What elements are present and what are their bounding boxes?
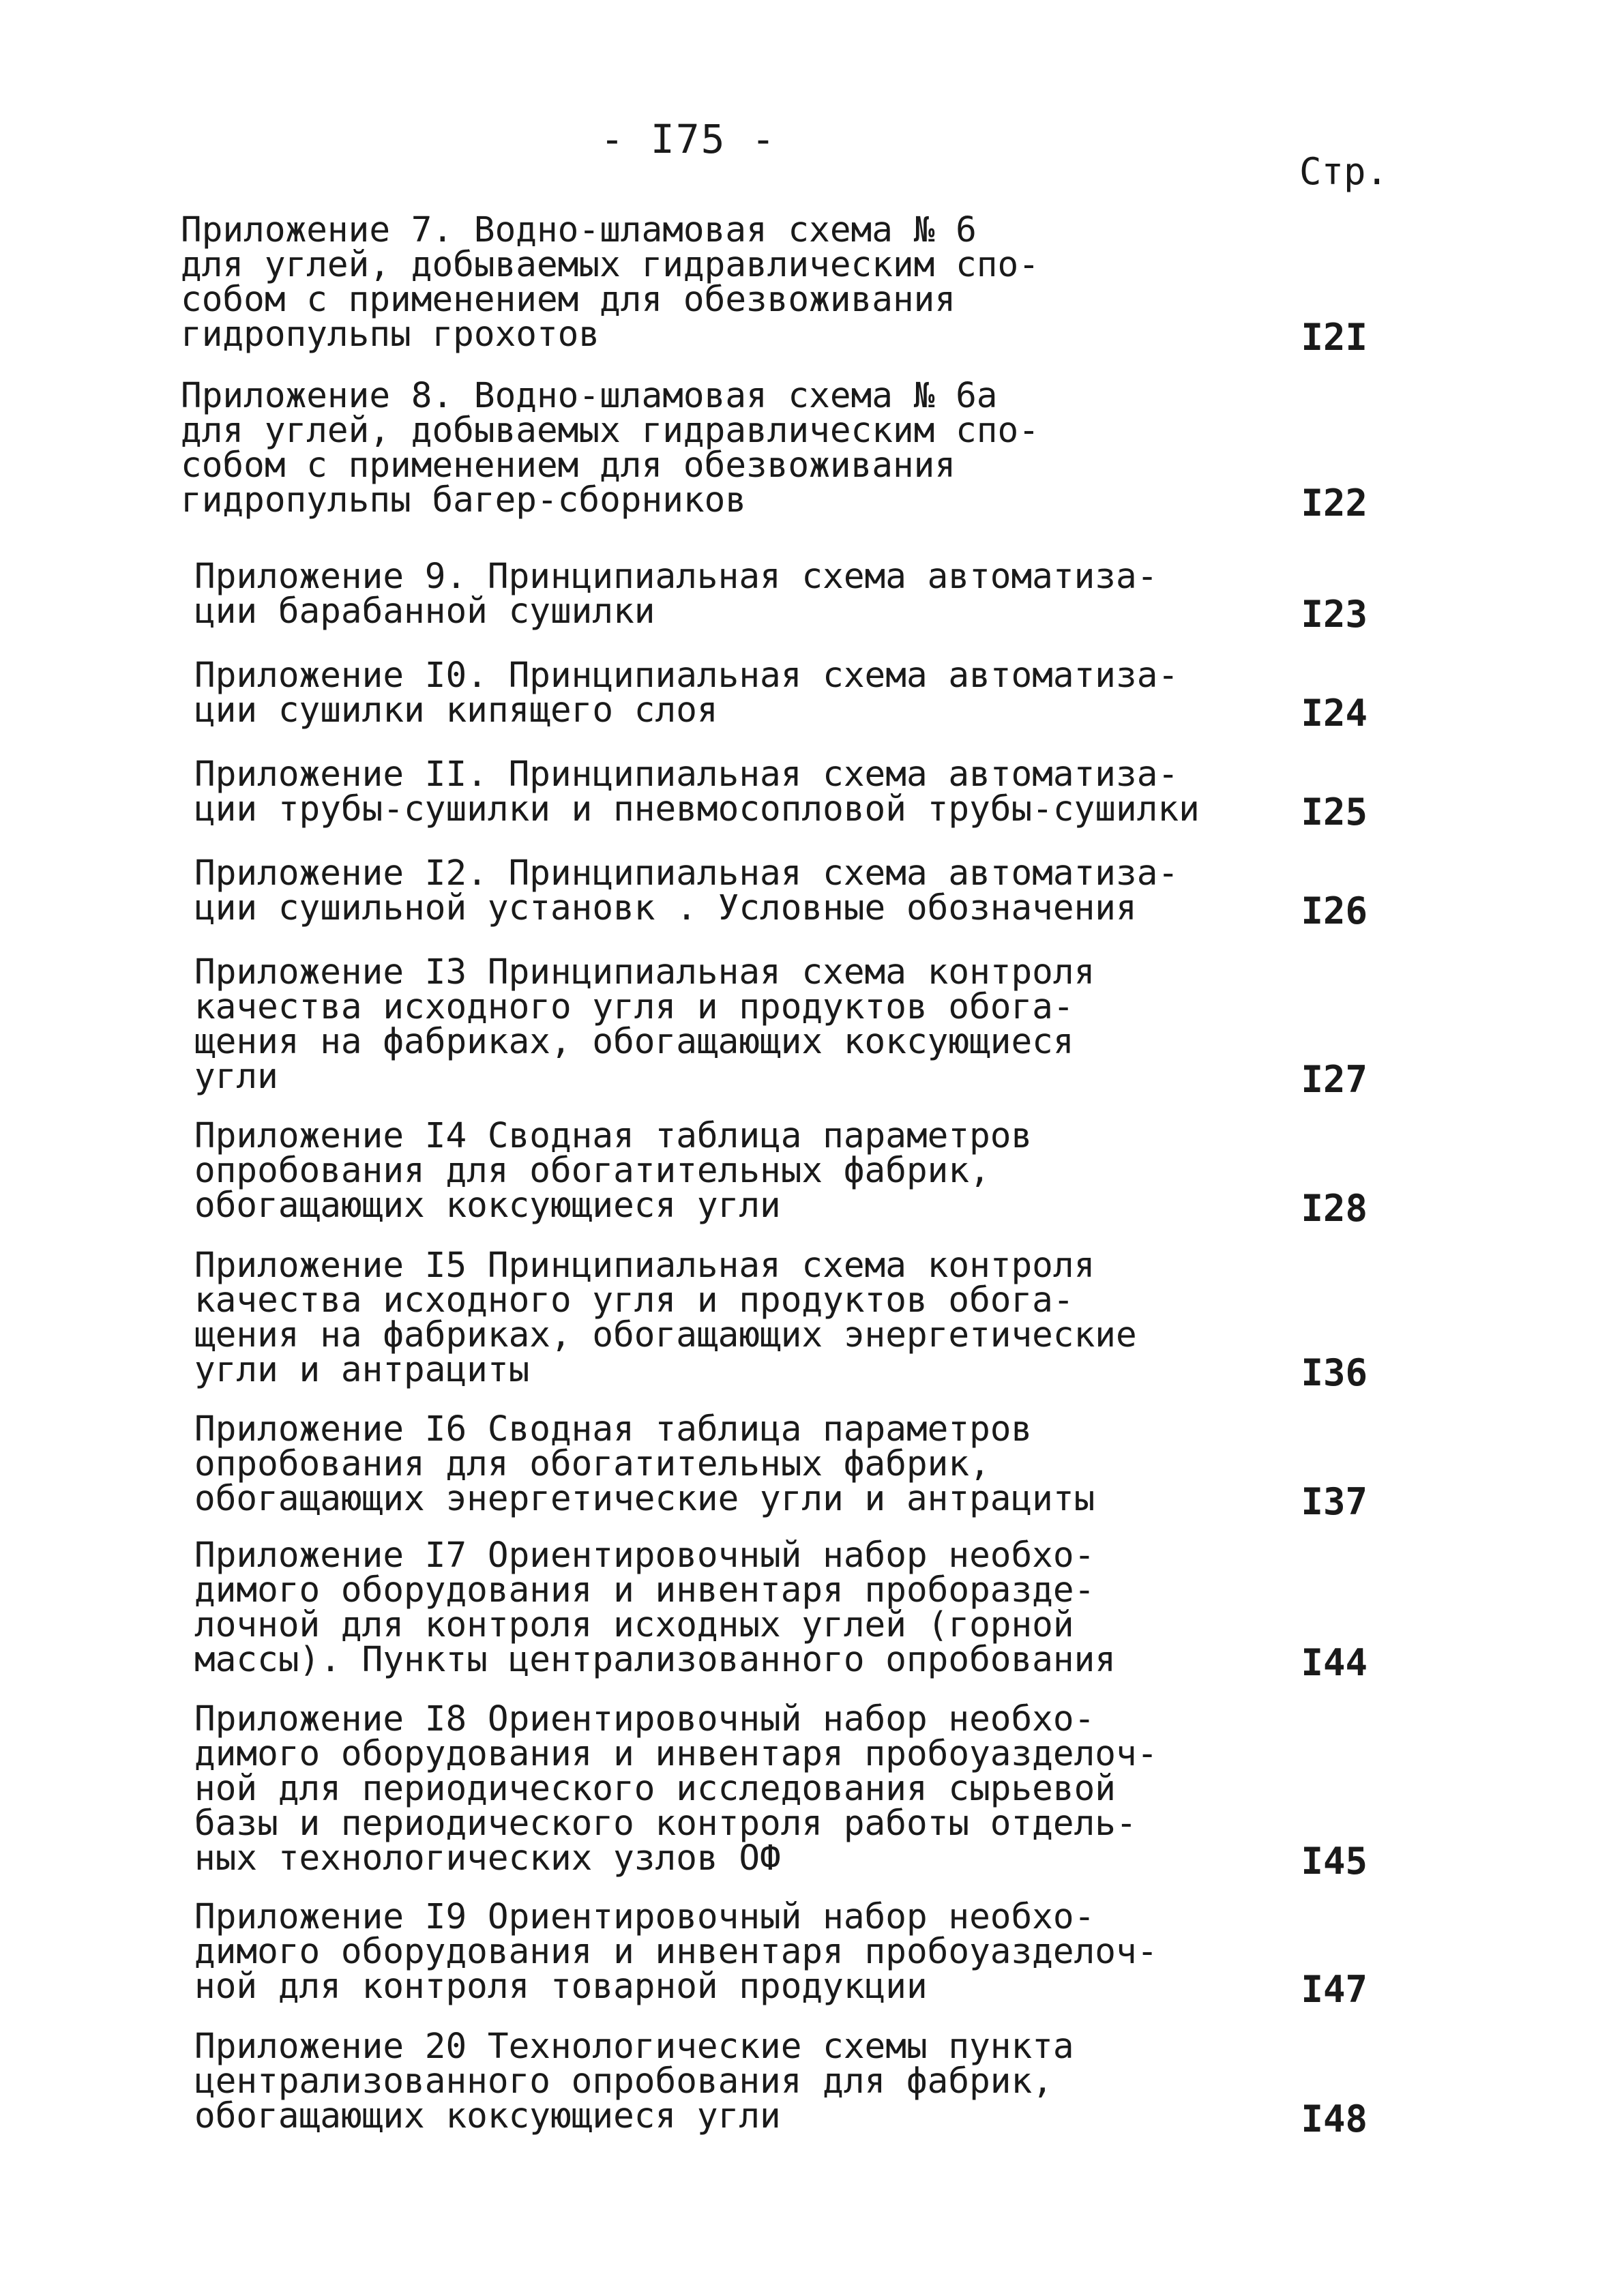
toc-entry — [181, 210, 1599, 359]
toc-entry — [194, 1246, 1611, 1394]
toc-entry-page: I45 — [1301, 1840, 1368, 1883]
toc-entry-title: Приложение 9. Принципиальная схема автоматиза- ции барабанной сушилки — [194, 557, 1158, 632]
toc-entry — [194, 853, 1611, 932]
toc-entry-page: I25 — [1301, 791, 1368, 834]
toc-entry-page: I2I — [1301, 316, 1368, 359]
toc-entry-title: Приложение 7. Водно-шламовая схема № 6 для углей, добываемых гидравлическим спо- собом с применением для обезвоживания гидропульпы грохотов — [181, 210, 1039, 355]
toc-entry — [194, 2027, 1611, 2140]
toc-entry-title: Приложение I7 Ориентировочный набор необхо- димого оборудования и инвентаря проборазде- лочной для контроля исходных углей (горной массы). Пункты централизованного опробования — [194, 1535, 1117, 1680]
toc-entry-page: I47 — [1301, 1968, 1368, 2011]
toc-entry — [194, 557, 1611, 636]
toc-entry — [194, 1409, 1611, 1523]
toc-entry — [194, 1535, 1611, 1684]
toc-entry-title: Приложение I8 Ориентировочный набор необхо- димого оборудования и инвентаря пробоуазделоч- ной для периодического исследования сырьевой базы и периодического контроля работы отдель- ных технологических узлов ОФ — [194, 1699, 1158, 1879]
toc-entry-title: Приложение II. Принципиальная схема автоматиза- ции трубы-сушилки и пневмосопловой трубы-сушилки — [194, 754, 1200, 829]
toc-entry — [194, 1699, 1611, 1883]
toc-entry — [194, 754, 1611, 834]
toc-entry-page: I48 — [1301, 2098, 1368, 2140]
toc-entry-page: I22 — [1301, 482, 1368, 525]
toc-entry-title: Приложение I3 Принципиальная схема контроля качества исходного угля и продуктов обога- щения на фабриках, обогащающих коксующиеся угли — [194, 952, 1095, 1097]
page-column-header: Стр. — [1299, 150, 1389, 193]
toc-entry-page: I37 — [1301, 1480, 1368, 1523]
toc-entry-title: Приложение I6 Сводная таблица параметров опробования для обогатительных фабрик, обогащающих энергетические угли и антрациты — [194, 1409, 1095, 1519]
page-number: - I75 - — [600, 116, 777, 162]
toc-entry-page: I24 — [1301, 692, 1368, 735]
toc-entry — [194, 952, 1611, 1101]
toc-entry — [194, 1897, 1611, 2011]
toc-entry — [194, 1116, 1611, 1230]
toc-entry-page: I36 — [1301, 1351, 1368, 1394]
toc-entry-page: I44 — [1301, 1641, 1368, 1684]
toc-entry-title: Приложение 8. Водно-шламовая схема № 6а для углей, добываемых гидравлическим спо- собом с применением для обезвоживания гидропульпы багер-сборников — [181, 376, 1039, 520]
toc-entry-title: Приложение I0. Принципиальная схема автоматиза- ции сушилки кипящего слоя — [194, 656, 1179, 731]
toc-entry-page: I28 — [1301, 1187, 1368, 1230]
toc-entry-title: Приложение I9 Ориентировочный набор необхо- димого оборудования и инвентаря пробоуазделоч- ной для контроля товарной продукции — [194, 1897, 1158, 2007]
toc-entry — [181, 376, 1599, 525]
toc-entry-title: Приложение I5 Принципиальная схема контроля качества исходного угля и продуктов обога- щения на фабриках, обогащающих энергетические угли и антрациты — [194, 1246, 1137, 1390]
toc-entry-title: Приложение 20 Технологические схемы пункта централизованного опробования для фабрик, обогащающих коксующиеся угли — [194, 2027, 1074, 2136]
toc-entry-title: Приложение I2. Принципиальная схема автоматиза- ции сушильной установк . Условные обозначения — [194, 853, 1179, 928]
toc-entry-page: I27 — [1301, 1058, 1368, 1101]
toc-entry-page: I26 — [1301, 889, 1368, 932]
toc-entry-title: Приложение I4 Сводная таблица параметров опробования для обогатительных фабрик, обогащающих коксующиеся угли — [194, 1116, 1033, 1226]
toc-entry — [194, 656, 1611, 735]
toc-entry-page: I23 — [1301, 593, 1368, 636]
